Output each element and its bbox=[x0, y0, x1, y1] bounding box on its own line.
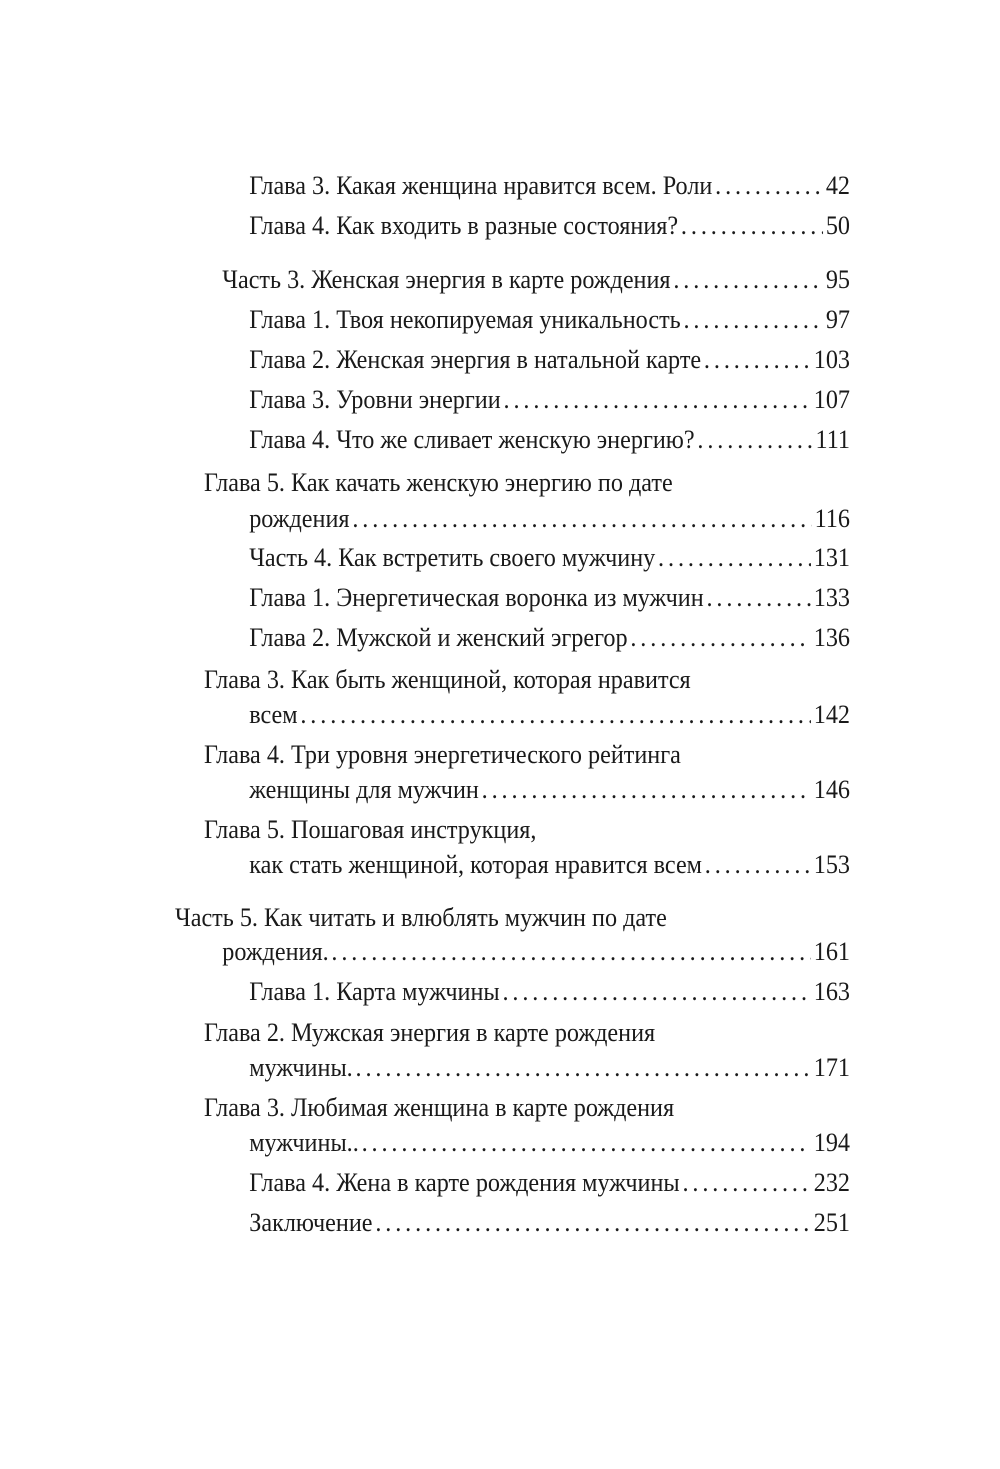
toc-leader-dots bbox=[331, 935, 811, 969]
toc-entry bbox=[249, 1126, 850, 1160]
toc-leader-dots bbox=[352, 502, 811, 536]
toc-entry bbox=[249, 1051, 850, 1085]
toc-leader-dots bbox=[706, 581, 810, 615]
toc-leader-dots bbox=[681, 209, 823, 243]
toc-leader-dots bbox=[630, 621, 811, 655]
toc-page-number: 116 bbox=[814, 504, 850, 533]
toc-entry bbox=[249, 621, 850, 655]
toc-leader-dots bbox=[362, 1126, 811, 1160]
toc-entry-title: Глава 1. Твоя некопируемая уникальность bbox=[249, 305, 681, 334]
toc-entry-title-line1: Глава 3. Любимая женщина в карте рождения bbox=[204, 1093, 675, 1122]
toc-entry-title-line1: Глава 3. Как быть женщиной, которая нравится bbox=[204, 665, 691, 694]
toc-entry-title-line1: Глава 2. Мужская энергия в карте рождения bbox=[204, 1018, 656, 1047]
toc-entry-title: Заключение bbox=[249, 1208, 373, 1237]
toc-leader-dots bbox=[715, 169, 823, 203]
toc-page-number: 95 bbox=[825, 265, 850, 294]
toc-page-number: 146 bbox=[813, 775, 850, 804]
toc-page-number: 153 bbox=[813, 850, 850, 879]
toc-entry-title: Глава 2. Мужской и женский эгрегор bbox=[249, 623, 628, 652]
toc-page-number: 97 bbox=[825, 305, 850, 334]
toc-entry-title: Глава 1. Карта мужчины bbox=[249, 977, 500, 1006]
toc-entry-title: мужчины.. bbox=[249, 1128, 359, 1157]
toc-entry-title: Глава 4. Как входить в разные состояния? bbox=[249, 211, 679, 240]
toc-entry-title: Глава 1. Энергетическая воронка из мужчин bbox=[249, 583, 704, 612]
toc-entry-title: Глава 3. Уровни энергии bbox=[249, 385, 501, 414]
toc-leader-dots bbox=[375, 1206, 811, 1240]
toc-leader-dots bbox=[502, 975, 810, 1009]
toc-entry-title: Глава 2. Женская энергия в натальной карте bbox=[249, 345, 702, 374]
toc-entry-title: женщины для мужчин bbox=[249, 775, 479, 804]
toc-page-number: 50 bbox=[825, 211, 850, 240]
toc-entry bbox=[249, 303, 850, 337]
toc-entry bbox=[249, 343, 850, 377]
toc-entry bbox=[249, 1166, 850, 1200]
toc-part-entry bbox=[249, 541, 850, 575]
toc-page-number: 103 bbox=[813, 345, 850, 374]
toc-entry bbox=[249, 502, 850, 536]
toc-part-entry bbox=[222, 935, 850, 969]
toc-page-number: 131 bbox=[813, 543, 850, 572]
toc-page-number: 194 bbox=[813, 1128, 850, 1157]
toc-entry bbox=[249, 848, 850, 882]
toc-entry bbox=[249, 975, 850, 1009]
toc-leader-dots bbox=[482, 773, 811, 807]
toc-leader-dots bbox=[697, 423, 812, 457]
toc-page-number: 161 bbox=[813, 937, 850, 966]
toc-leader-dots bbox=[503, 383, 810, 417]
toc-page-number: 251 bbox=[813, 1208, 850, 1237]
toc-entry-title: Часть 4. Как встретить своего мужчину bbox=[249, 543, 656, 572]
toc-page-number: 142 bbox=[813, 700, 850, 729]
toc-entry bbox=[249, 1206, 850, 1240]
toc-entry bbox=[249, 209, 850, 243]
toc-page-number: 42 bbox=[825, 171, 850, 200]
toc-part-title-line1: Часть 5. Как читать и влюблять мужчин по дате bbox=[175, 903, 667, 932]
toc-entry-title: Глава 4. Жена в карте рождения мужчины bbox=[249, 1168, 680, 1197]
toc-page-number: 133 bbox=[813, 583, 850, 612]
toc-entry-title-line1: Глава 4. Три уровня энергетического рейтинга bbox=[204, 740, 681, 769]
toc-entry-title-line1: Глава 5. Пошаговая инструкция, bbox=[204, 815, 537, 844]
toc-leader-dots bbox=[705, 848, 811, 882]
toc-entry-title: мужчины. bbox=[249, 1053, 353, 1082]
toc-page-number: 107 bbox=[813, 385, 850, 414]
toc-leader-dots bbox=[682, 1166, 810, 1200]
toc-entry-title: рождения. bbox=[222, 937, 329, 966]
toc-entry bbox=[249, 698, 850, 732]
toc-leader-dots bbox=[300, 698, 811, 732]
toc-leader-dots bbox=[683, 303, 823, 337]
toc-leader-dots bbox=[658, 541, 811, 575]
toc-entry bbox=[249, 773, 850, 807]
toc-leader-dots bbox=[704, 343, 811, 377]
toc-entry-title: как стать женщиной, которая нравится всем bbox=[249, 850, 702, 879]
toc-entry-title: Часть 3. Женская энергия в карте рождения bbox=[222, 265, 671, 294]
toc-part-entry bbox=[222, 263, 850, 297]
toc-page-number: 111 bbox=[815, 425, 850, 454]
toc-entry-title: Глава 4. Что же сливает женскую энергию? bbox=[249, 425, 695, 454]
toc-leader-dots bbox=[673, 263, 823, 297]
toc-page-number: 232 bbox=[813, 1168, 850, 1197]
toc-page-number: 136 bbox=[813, 623, 850, 652]
toc-entry-title-line1: Глава 5. Как качать женскую энергию по дате bbox=[204, 468, 673, 497]
toc-entry bbox=[249, 423, 850, 457]
toc-entry bbox=[249, 169, 850, 203]
toc-entry-title: всем bbox=[249, 700, 298, 729]
toc-page-number: 171 bbox=[813, 1053, 850, 1082]
toc-page-number: 163 bbox=[813, 977, 850, 1006]
toc-entry bbox=[249, 581, 850, 615]
toc-entry-title: рождения bbox=[249, 504, 350, 533]
toc-leader-dots bbox=[356, 1051, 811, 1085]
toc-entry-title: Глава 3. Какая женщина нравится всем. Роли bbox=[249, 171, 713, 200]
toc-entry bbox=[249, 383, 850, 417]
